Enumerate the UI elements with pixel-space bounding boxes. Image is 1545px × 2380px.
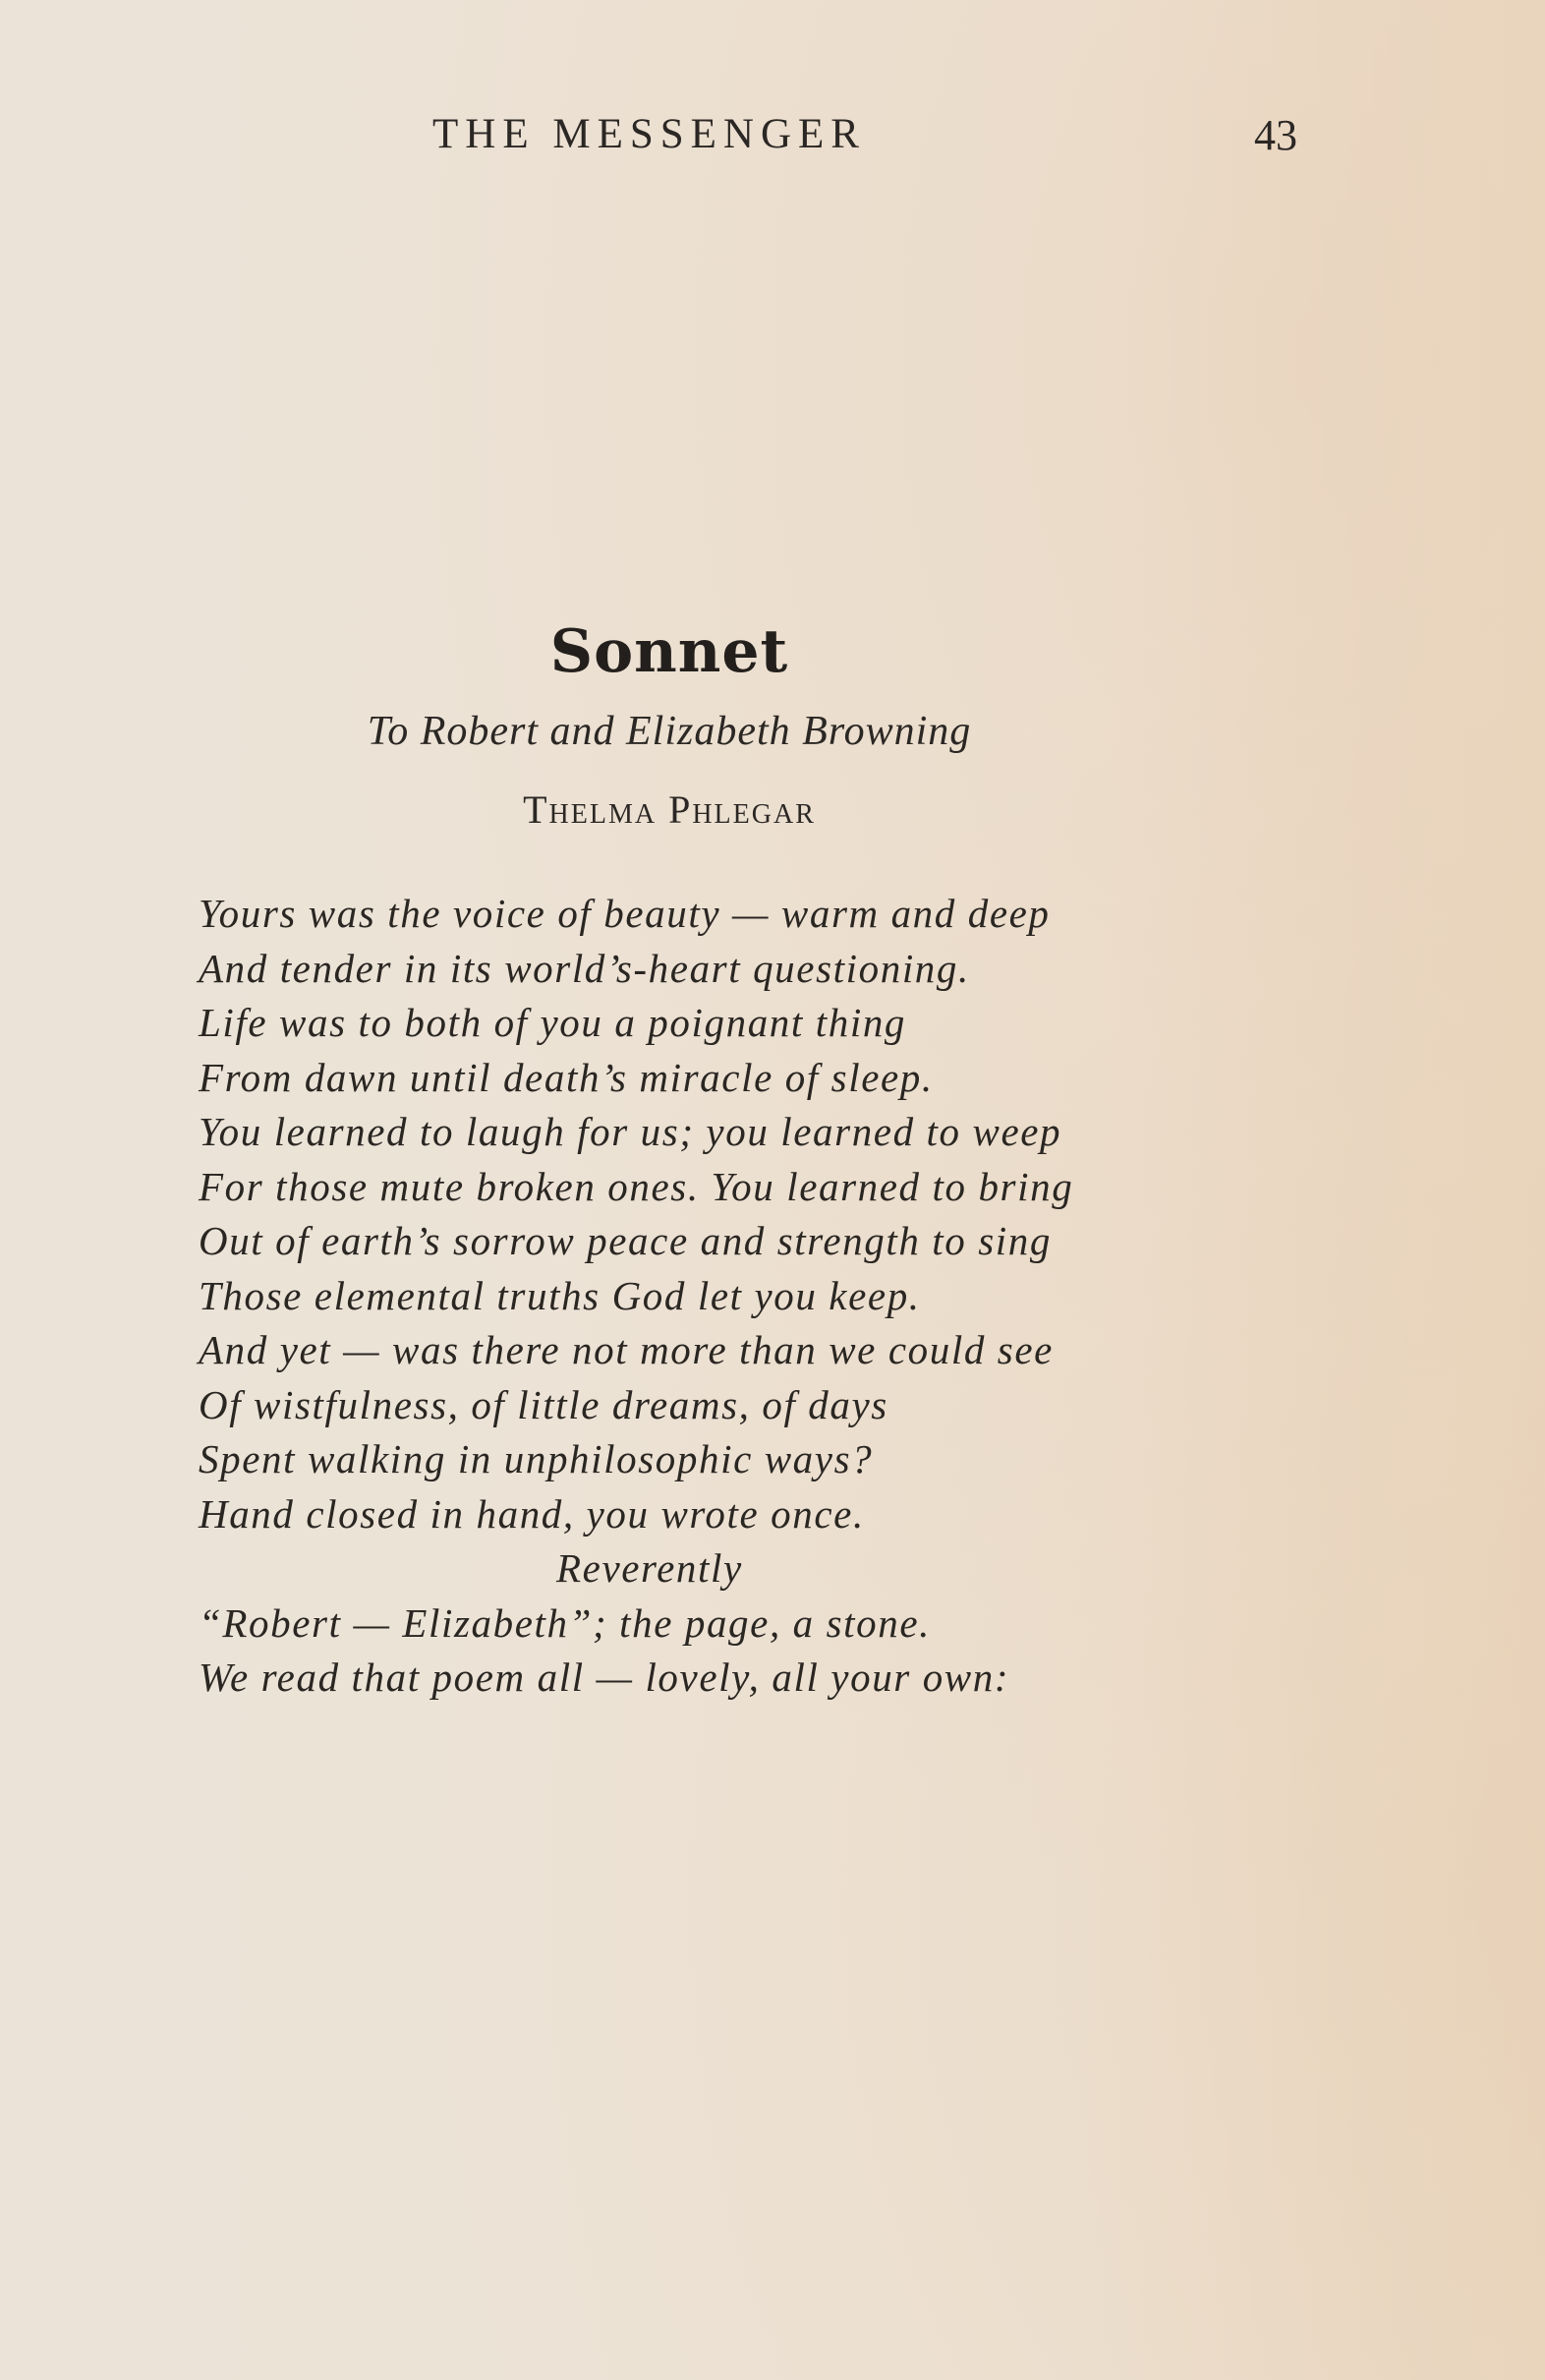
- poem-line: And yet — was there not more than we could see: [199, 1327, 1054, 1372]
- page-number: 43: [1254, 111, 1297, 159]
- poem-line: You learned to laugh for us; you learned to weep: [199, 1109, 1062, 1154]
- poem-line: From dawn until death’s miracle of sleep.: [199, 1054, 934, 1100]
- poem-title: Sonnet: [549, 617, 789, 686]
- poem-dedication: To Robert and Elizabeth Browning: [367, 709, 972, 754]
- poem-author: Thelma Phlegar: [523, 787, 816, 832]
- poem-line-indented: Reverently: [556, 1545, 743, 1591]
- poem-line: Those elemental truths God let you keep.: [199, 1272, 921, 1318]
- poem-line: And tender in its world’s-heart questioning.: [199, 945, 970, 991]
- poem-line: For those mute broken ones. You learned to bring: [199, 1163, 1074, 1209]
- poem-body: [199, 887, 1073, 1706]
- poem-line: Life was to both of you a poignant thing: [199, 1000, 907, 1045]
- poem-line: Yours was the voice of beauty — warm and deep: [199, 891, 1051, 936]
- poem-line: “Robert — Elizabeth”; the page, a stone.: [199, 1599, 932, 1646]
- running-head: THE MESSENGER: [432, 111, 866, 157]
- poem-line: We read that poem all — lovely, all your own:: [199, 1654, 1010, 1700]
- poem-line: Hand closed in hand, you wrote once.: [199, 1490, 865, 1537]
- poem-line: Spent walking in unphilosophic ways?: [199, 1436, 874, 1481]
- poem-line: Of wistfulness, of little dreams, of days: [199, 1381, 888, 1427]
- poem-line: Out of earth’s sorrow peace and strength to sing: [199, 1218, 1052, 1263]
